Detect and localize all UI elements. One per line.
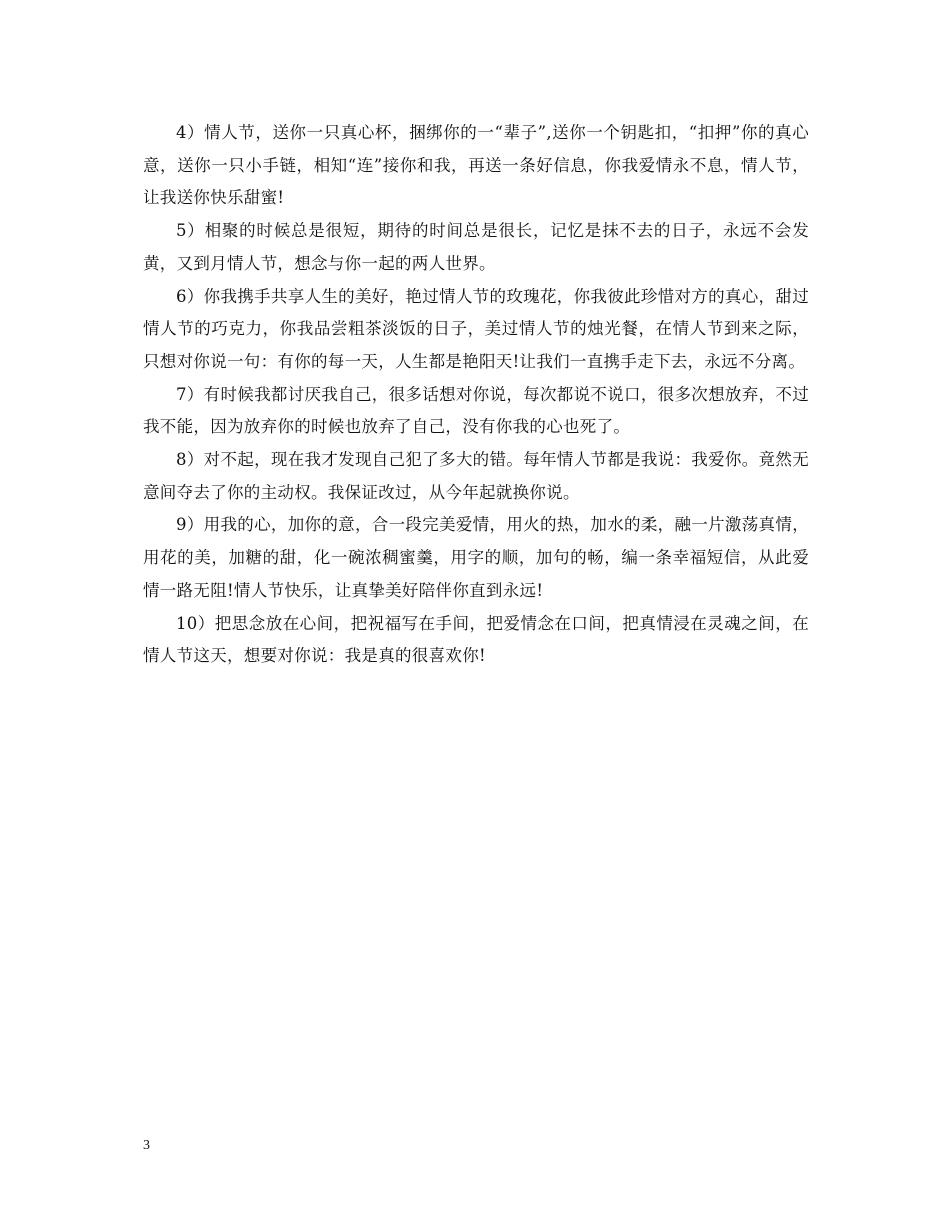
document-body bbox=[143, 117, 809, 673]
paragraph-7: 7）有时候我都讨厌我自己，很多话想对你说，每次都说不说口，很多次想放弃，不过我不能，因为放弃你的时候也放弃了自己，没有你我的心也死了。 bbox=[143, 384, 809, 437]
paragraph-9: 9）用我的心，加你的意，合一段完美爱情，用火的热，加水的柔，融一片激荡真情，用花的美，加糖的甜，化一碗浓稠蜜羹，用字的顺，加句的畅，编一条幸福短信，从此爱情一路无阻!情人节快乐，让真挚美好陪伴你直到永远! bbox=[143, 515, 809, 600]
paragraph-10: 10）把思念放在心间，把祝福写在手间，把爱情念在口间，把真情浸在灵魂之间，在情人节这天，想要对你说：我是真的很喜欢你! bbox=[143, 613, 809, 666]
page-number: 3 bbox=[143, 1138, 150, 1153]
paragraph-4: 4）情人节，送你一只真心杯，捆绑你的一“辈子”,送你一个钥匙扣，“扣押”你的真心意，送你一只小手链，相知“连”接你和我，再送一条好信息，你我爱情永不息，情人节，让我送你快乐甜蜜! bbox=[143, 123, 809, 208]
paragraph-8: 8）对不起，现在我才发现自己犯了多大的错。每年情人节都是我说：我爱你。竟然无意间夺去了你的主动权。我保证改过，从今年起就换你说。 bbox=[143, 450, 809, 502]
paragraph-6: 6）你我携手共享人生的美好，艳过情人节的玫瑰花，你我彼此珍惜对方的真心，甜过情人节的巧克力，你我品尝粗茶淡饭的日子，美过情人节的烛光餐，在情人节到来之际，只想对你说一句：有你的每一天，人生都是艳阳天!让我们一直携手走下去，永远不分离。 bbox=[143, 286, 809, 371]
paragraph-5: 5）相聚的时候总是很短，期待的时间总是很长，记忆是抹不去的日子，永远不会发黄，又到月情人节，想念与你一起的两人世界。 bbox=[143, 221, 809, 273]
